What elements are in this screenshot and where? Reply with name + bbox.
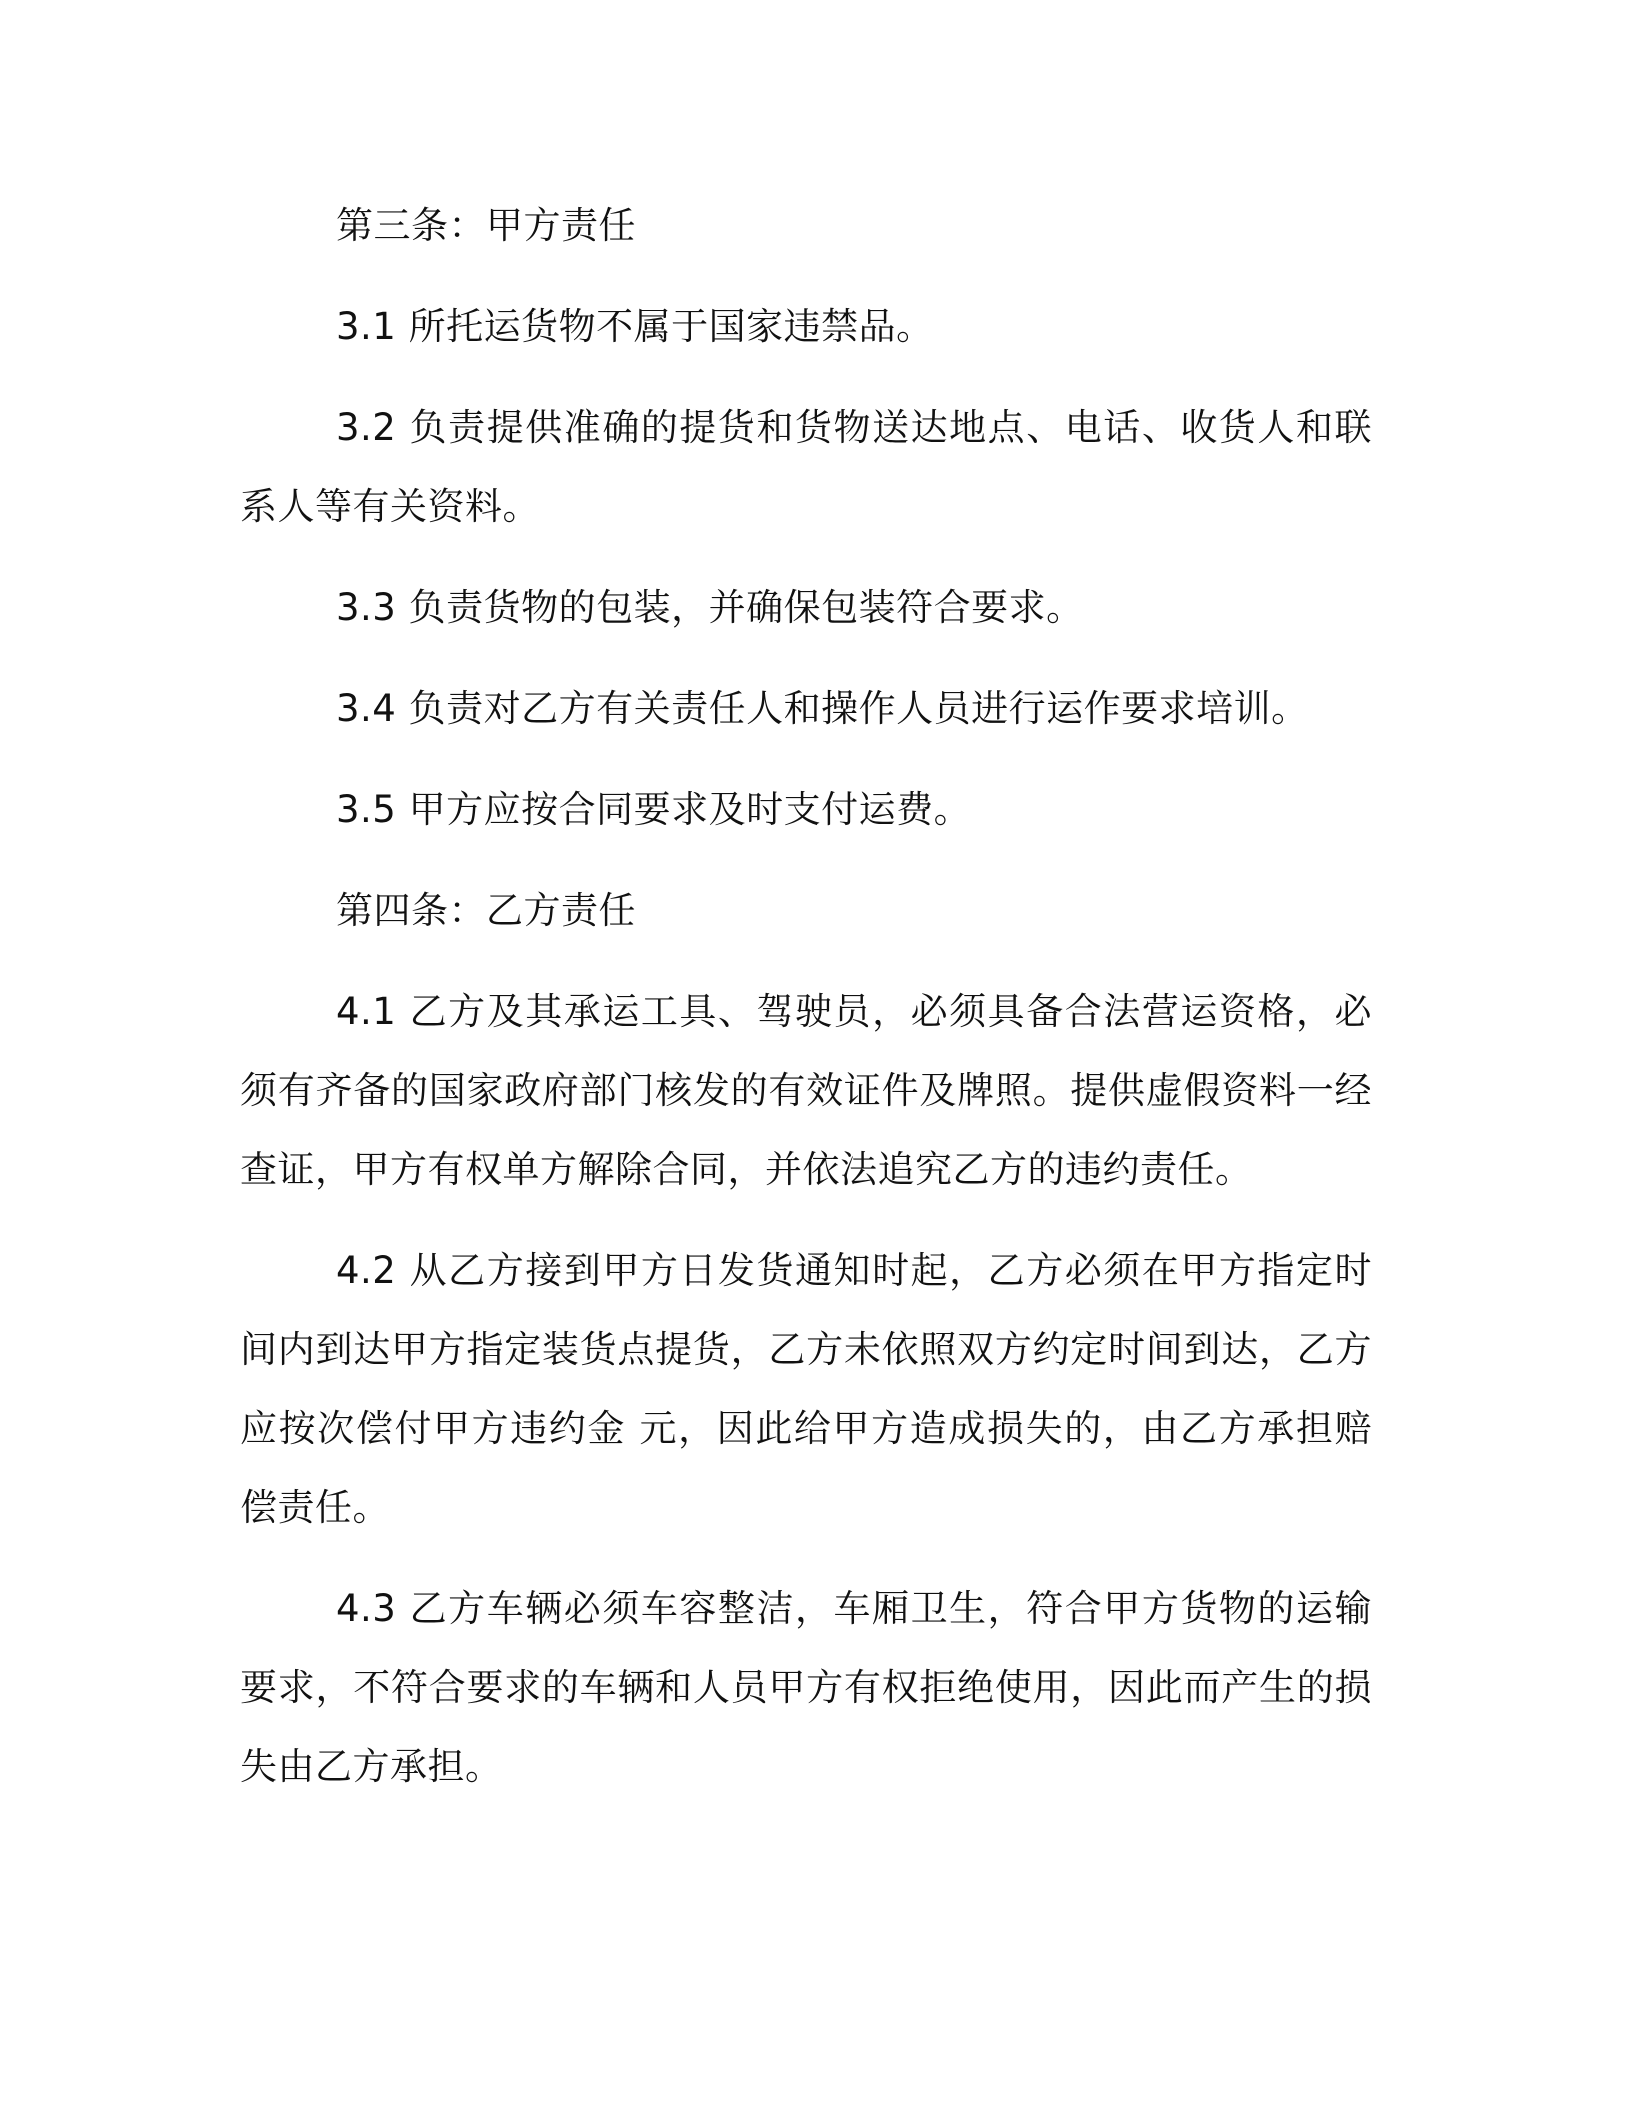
clause-3-1: 3.1 所托运货物不属于国家违禁品。 [336, 305, 934, 348]
section-heading-4: 第四条：乙方责任 [336, 889, 636, 932]
clause-4-2: 4.2 从乙方接到甲方日发货通知时起，乙方必须在甲方指定时间内到达甲方指定装货点提货，乙方未依照双方约定时间到达，乙方应按次偿付甲方违约金 元，因此给甲方造成损失的，由乙方承担赔偿责任。 [240, 1249, 1372, 1529]
clause-4-3: 4.3 乙方车辆必须车容整洁，车厢卫生，符合甲方货物的运输要求，不符合要求的车辆和人员甲方有权拒绝使用，因此而产生的损失由乙方承担。 [240, 1587, 1372, 1788]
section-heading-3: 第三条：甲方责任 [336, 204, 636, 247]
clause-3-2: 3.2 负责提供准确的提货和货物送达地点、电话、收货人和联系人等有关资料。 [240, 406, 1372, 528]
clause-3-5: 3.5 甲方应按合同要求及时支付运费。 [336, 788, 972, 831]
clause-3-3: 3.3 负责货物的包装，并确保包装符合要求。 [336, 586, 1084, 629]
clause-4-1: 4.1 乙方及其承运工具、驾驶员，必须具备合法营运资格，必须有齐备的国家政府部门核发的有效证件及牌照。提供虚假资料一经查证，甲方有权单方解除合同，并依法追究乙方的违约责任。 [240, 990, 1372, 1191]
document-body [240, 186, 1372, 1828]
clause-3-4: 3.4 负责对乙方有关责任人和操作人员进行运作要求培训。 [336, 687, 1309, 730]
